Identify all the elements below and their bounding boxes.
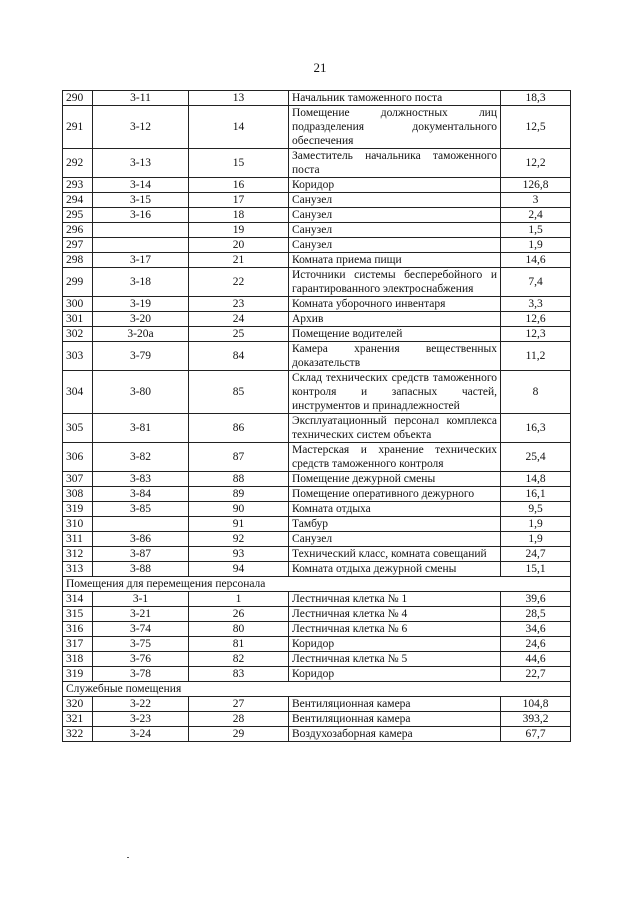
plan-number-cell: 82 (189, 652, 289, 667)
plan-number-cell: 80 (189, 622, 289, 637)
room-number-cell: 3-21 (93, 607, 189, 622)
table-row (63, 502, 571, 517)
table-row (63, 178, 571, 193)
area-cell: 22,7 (501, 667, 571, 682)
plan-number-cell: 18 (189, 208, 289, 223)
area-cell: 16,1 (501, 487, 571, 502)
area-cell: 104,8 (501, 697, 571, 712)
table-row (63, 562, 571, 577)
plan-number-cell: 25 (189, 327, 289, 342)
row-number-cell: 301 (63, 312, 93, 327)
table-row (63, 193, 571, 208)
room-number-cell: 3-1 (93, 592, 189, 607)
section-row (63, 682, 571, 697)
row-number-cell: 318 (63, 652, 93, 667)
room-number-cell: 3-81 (93, 414, 189, 443)
area-cell: 1,9 (501, 238, 571, 253)
row-number-cell: 304 (63, 371, 93, 414)
room-name-cell: Помещение водителей (289, 327, 501, 342)
room-name-cell: Вентиляционная камера (289, 712, 501, 727)
area-cell: 393,2 (501, 712, 571, 727)
area-cell: 12,6 (501, 312, 571, 327)
plan-number-cell: 87 (189, 443, 289, 472)
room-name-cell: Заместитель начальника таможенного поста (289, 149, 501, 178)
table-row (63, 268, 571, 297)
plan-number-cell: 93 (189, 547, 289, 562)
room-name-cell: Лестничная клетка № 1 (289, 592, 501, 607)
table-row (63, 253, 571, 268)
table-row (63, 532, 571, 547)
area-cell: 24,6 (501, 637, 571, 652)
row-number-cell: 300 (63, 297, 93, 312)
row-number-cell: 313 (63, 562, 93, 577)
row-number-cell: 296 (63, 223, 93, 238)
row-number-cell: 308 (63, 487, 93, 502)
area-cell: 126,8 (501, 178, 571, 193)
area-cell: 44,6 (501, 652, 571, 667)
table-row (63, 517, 571, 532)
table-row (63, 592, 571, 607)
table-row (63, 712, 571, 727)
room-number-cell: 3-20 (93, 312, 189, 327)
room-name-cell: Санузел (289, 238, 501, 253)
area-cell: 1,9 (501, 517, 571, 532)
table-row (63, 667, 571, 682)
room-number-cell: 3-85 (93, 502, 189, 517)
table-row (63, 106, 571, 149)
room-number-cell: 3-88 (93, 562, 189, 577)
table-row (63, 622, 571, 637)
table-row (63, 342, 571, 371)
room-name-cell: Камера хранения вещественных доказательств (289, 342, 501, 371)
table-row (63, 208, 571, 223)
plan-number-cell: 84 (189, 342, 289, 371)
plan-number-cell: 86 (189, 414, 289, 443)
room-number-cell: 3-24 (93, 727, 189, 742)
room-number-cell: 3-12 (93, 106, 189, 149)
row-number-cell: 294 (63, 193, 93, 208)
area-cell: 14,8 (501, 472, 571, 487)
row-number-cell: 305 (63, 414, 93, 443)
room-name-cell: Санузел (289, 223, 501, 238)
room-number-cell: 3-83 (93, 472, 189, 487)
room-number-cell: 3-74 (93, 622, 189, 637)
plan-number-cell: 20 (189, 238, 289, 253)
row-number-cell: 291 (63, 106, 93, 149)
row-number-cell: 314 (63, 592, 93, 607)
room-number-cell: 3-75 (93, 637, 189, 652)
plan-number-cell: 27 (189, 697, 289, 712)
area-cell: 9,5 (501, 502, 571, 517)
row-number-cell: 320 (63, 697, 93, 712)
room-name-cell: Комната приема пищи (289, 253, 501, 268)
room-number-cell: 3-16 (93, 208, 189, 223)
area-cell: 8 (501, 371, 571, 414)
row-number-cell: 292 (63, 149, 93, 178)
room-name-cell: Помещение дежурной смены (289, 472, 501, 487)
area-cell: 25,4 (501, 443, 571, 472)
room-name-cell: Архив (289, 312, 501, 327)
area-cell: 24,7 (501, 547, 571, 562)
room-name-cell: Санузел (289, 208, 501, 223)
room-name-cell: Помещение должностных лиц подразделения документального обеспечения (289, 106, 501, 149)
area-cell: 67,7 (501, 727, 571, 742)
table-row (63, 547, 571, 562)
table-row (63, 371, 571, 414)
row-number-cell: 299 (63, 268, 93, 297)
table-row (63, 637, 571, 652)
plan-number-cell: 89 (189, 487, 289, 502)
row-number-cell: 298 (63, 253, 93, 268)
row-number-cell: 293 (63, 178, 93, 193)
area-cell: 12,5 (501, 106, 571, 149)
plan-number-cell: 83 (189, 667, 289, 682)
plan-number-cell: 81 (189, 637, 289, 652)
room-number-cell: 3-84 (93, 487, 189, 502)
table-row (63, 327, 571, 342)
plan-number-cell: 14 (189, 106, 289, 149)
rooms-table (62, 90, 571, 742)
table-row (63, 238, 571, 253)
section-row (63, 577, 571, 592)
plan-number-cell: 85 (189, 371, 289, 414)
row-number-cell: 312 (63, 547, 93, 562)
plan-number-cell: 90 (189, 502, 289, 517)
room-name-cell: Склад технических средств таможенного контроля и запасных частей, инструментов и принадлежностей (289, 371, 501, 414)
room-number-cell: 3-15 (93, 193, 189, 208)
plan-number-cell: 17 (189, 193, 289, 208)
room-number-cell: 3-79 (93, 342, 189, 371)
table-row (63, 149, 571, 178)
area-cell: 18,3 (501, 91, 571, 106)
area-cell: 2,4 (501, 208, 571, 223)
room-name-cell: Мастерская и хранение технических средств таможенного контроля (289, 443, 501, 472)
area-cell: 28,5 (501, 607, 571, 622)
section-title: Служебные помещения (63, 682, 571, 697)
room-number-cell: 3-76 (93, 652, 189, 667)
room-number-cell: 3-82 (93, 443, 189, 472)
room-name-cell: Технический класс, комната совещаний (289, 547, 501, 562)
row-number-cell: 317 (63, 637, 93, 652)
plan-number-cell: 13 (189, 91, 289, 106)
table-row (63, 414, 571, 443)
plan-number-cell: 24 (189, 312, 289, 327)
row-number-cell: 322 (63, 727, 93, 742)
room-name-cell: Начальник таможенного поста (289, 91, 501, 106)
room-name-cell: Комната отдыха (289, 502, 501, 517)
row-number-cell: 319 (63, 502, 93, 517)
room-name-cell: Эксплуатационный персонал комплекса технических систем объекта (289, 414, 501, 443)
area-cell: 12,2 (501, 149, 571, 178)
table-row (63, 443, 571, 472)
room-number-cell: 3-80 (93, 371, 189, 414)
row-number-cell: 315 (63, 607, 93, 622)
table-row (63, 727, 571, 742)
plan-number-cell: 21 (189, 253, 289, 268)
room-number-cell: 3-18 (93, 268, 189, 297)
area-cell: 1,5 (501, 223, 571, 238)
row-number-cell: 310 (63, 517, 93, 532)
stray-mark (127, 857, 129, 858)
room-number-cell (93, 238, 189, 253)
room-name-cell: Лестничная клетка № 5 (289, 652, 501, 667)
plan-number-cell: 92 (189, 532, 289, 547)
row-number-cell: 290 (63, 91, 93, 106)
table-row (63, 223, 571, 238)
plan-number-cell: 29 (189, 727, 289, 742)
room-name-cell: Воздухозаборная камера (289, 727, 501, 742)
plan-number-cell: 91 (189, 517, 289, 532)
room-number-cell: 3-86 (93, 532, 189, 547)
table-row (63, 652, 571, 667)
room-name-cell: Вентиляционная камера (289, 697, 501, 712)
table-row (63, 297, 571, 312)
room-name-cell: Источники системы бесперебойного и гарантированного электроснабжения (289, 268, 501, 297)
table-row (63, 697, 571, 712)
room-name-cell: Санузел (289, 532, 501, 547)
rooms-table-body (63, 91, 571, 742)
room-name-cell: Тамбур (289, 517, 501, 532)
room-name-cell: Лестничная клетка № 6 (289, 622, 501, 637)
table-row (63, 472, 571, 487)
plan-number-cell: 23 (189, 297, 289, 312)
row-number-cell: 303 (63, 342, 93, 371)
room-name-cell: Коридор (289, 178, 501, 193)
row-number-cell: 311 (63, 532, 93, 547)
plan-number-cell: 28 (189, 712, 289, 727)
room-number-cell (93, 517, 189, 532)
plan-number-cell: 16 (189, 178, 289, 193)
area-cell: 34,6 (501, 622, 571, 637)
area-cell: 11,2 (501, 342, 571, 371)
area-cell: 15,1 (501, 562, 571, 577)
plan-number-cell: 22 (189, 268, 289, 297)
room-number-cell: 3-17 (93, 253, 189, 268)
room-name-cell: Коридор (289, 637, 501, 652)
room-number-cell (93, 223, 189, 238)
row-number-cell: 319 (63, 667, 93, 682)
area-cell: 39,6 (501, 592, 571, 607)
room-name-cell: Комната уборочного инвентаря (289, 297, 501, 312)
plan-number-cell: 88 (189, 472, 289, 487)
room-number-cell: 3-20а (93, 327, 189, 342)
row-number-cell: 321 (63, 712, 93, 727)
room-name-cell: Помещение оперативного дежурного (289, 487, 501, 502)
area-cell: 12,3 (501, 327, 571, 342)
room-number-cell: 3-87 (93, 547, 189, 562)
row-number-cell: 306 (63, 443, 93, 472)
area-cell: 3 (501, 193, 571, 208)
area-cell: 7,4 (501, 268, 571, 297)
room-number-cell: 3-14 (93, 178, 189, 193)
page-number: 21 (313, 60, 327, 75)
room-number-cell: 3-78 (93, 667, 189, 682)
section-title: Помещения для перемещения персонала (63, 577, 571, 592)
area-cell: 14,6 (501, 253, 571, 268)
room-name-cell: Лестничная клетка № 4 (289, 607, 501, 622)
room-name-cell: Комната отдыха дежурной смены (289, 562, 501, 577)
room-number-cell: 3-11 (93, 91, 189, 106)
plan-number-cell: 19 (189, 223, 289, 238)
area-cell: 3,3 (501, 297, 571, 312)
plan-number-cell: 94 (189, 562, 289, 577)
table-row (63, 607, 571, 622)
row-number-cell: 295 (63, 208, 93, 223)
table-row (63, 91, 571, 106)
room-number-cell: 3-22 (93, 697, 189, 712)
area-cell: 1,9 (501, 532, 571, 547)
row-number-cell: 297 (63, 238, 93, 253)
row-number-cell: 302 (63, 327, 93, 342)
row-number-cell: 307 (63, 472, 93, 487)
plan-number-cell: 1 (189, 592, 289, 607)
row-number-cell: 316 (63, 622, 93, 637)
table-row (63, 312, 571, 327)
plan-number-cell: 26 (189, 607, 289, 622)
plan-number-cell: 15 (189, 149, 289, 178)
room-number-cell: 3-13 (93, 149, 189, 178)
room-number-cell: 3-23 (93, 712, 189, 727)
room-name-cell: Коридор (289, 667, 501, 682)
room-number-cell: 3-19 (93, 297, 189, 312)
room-name-cell: Санузел (289, 193, 501, 208)
table-row (63, 487, 571, 502)
area-cell: 16,3 (501, 414, 571, 443)
